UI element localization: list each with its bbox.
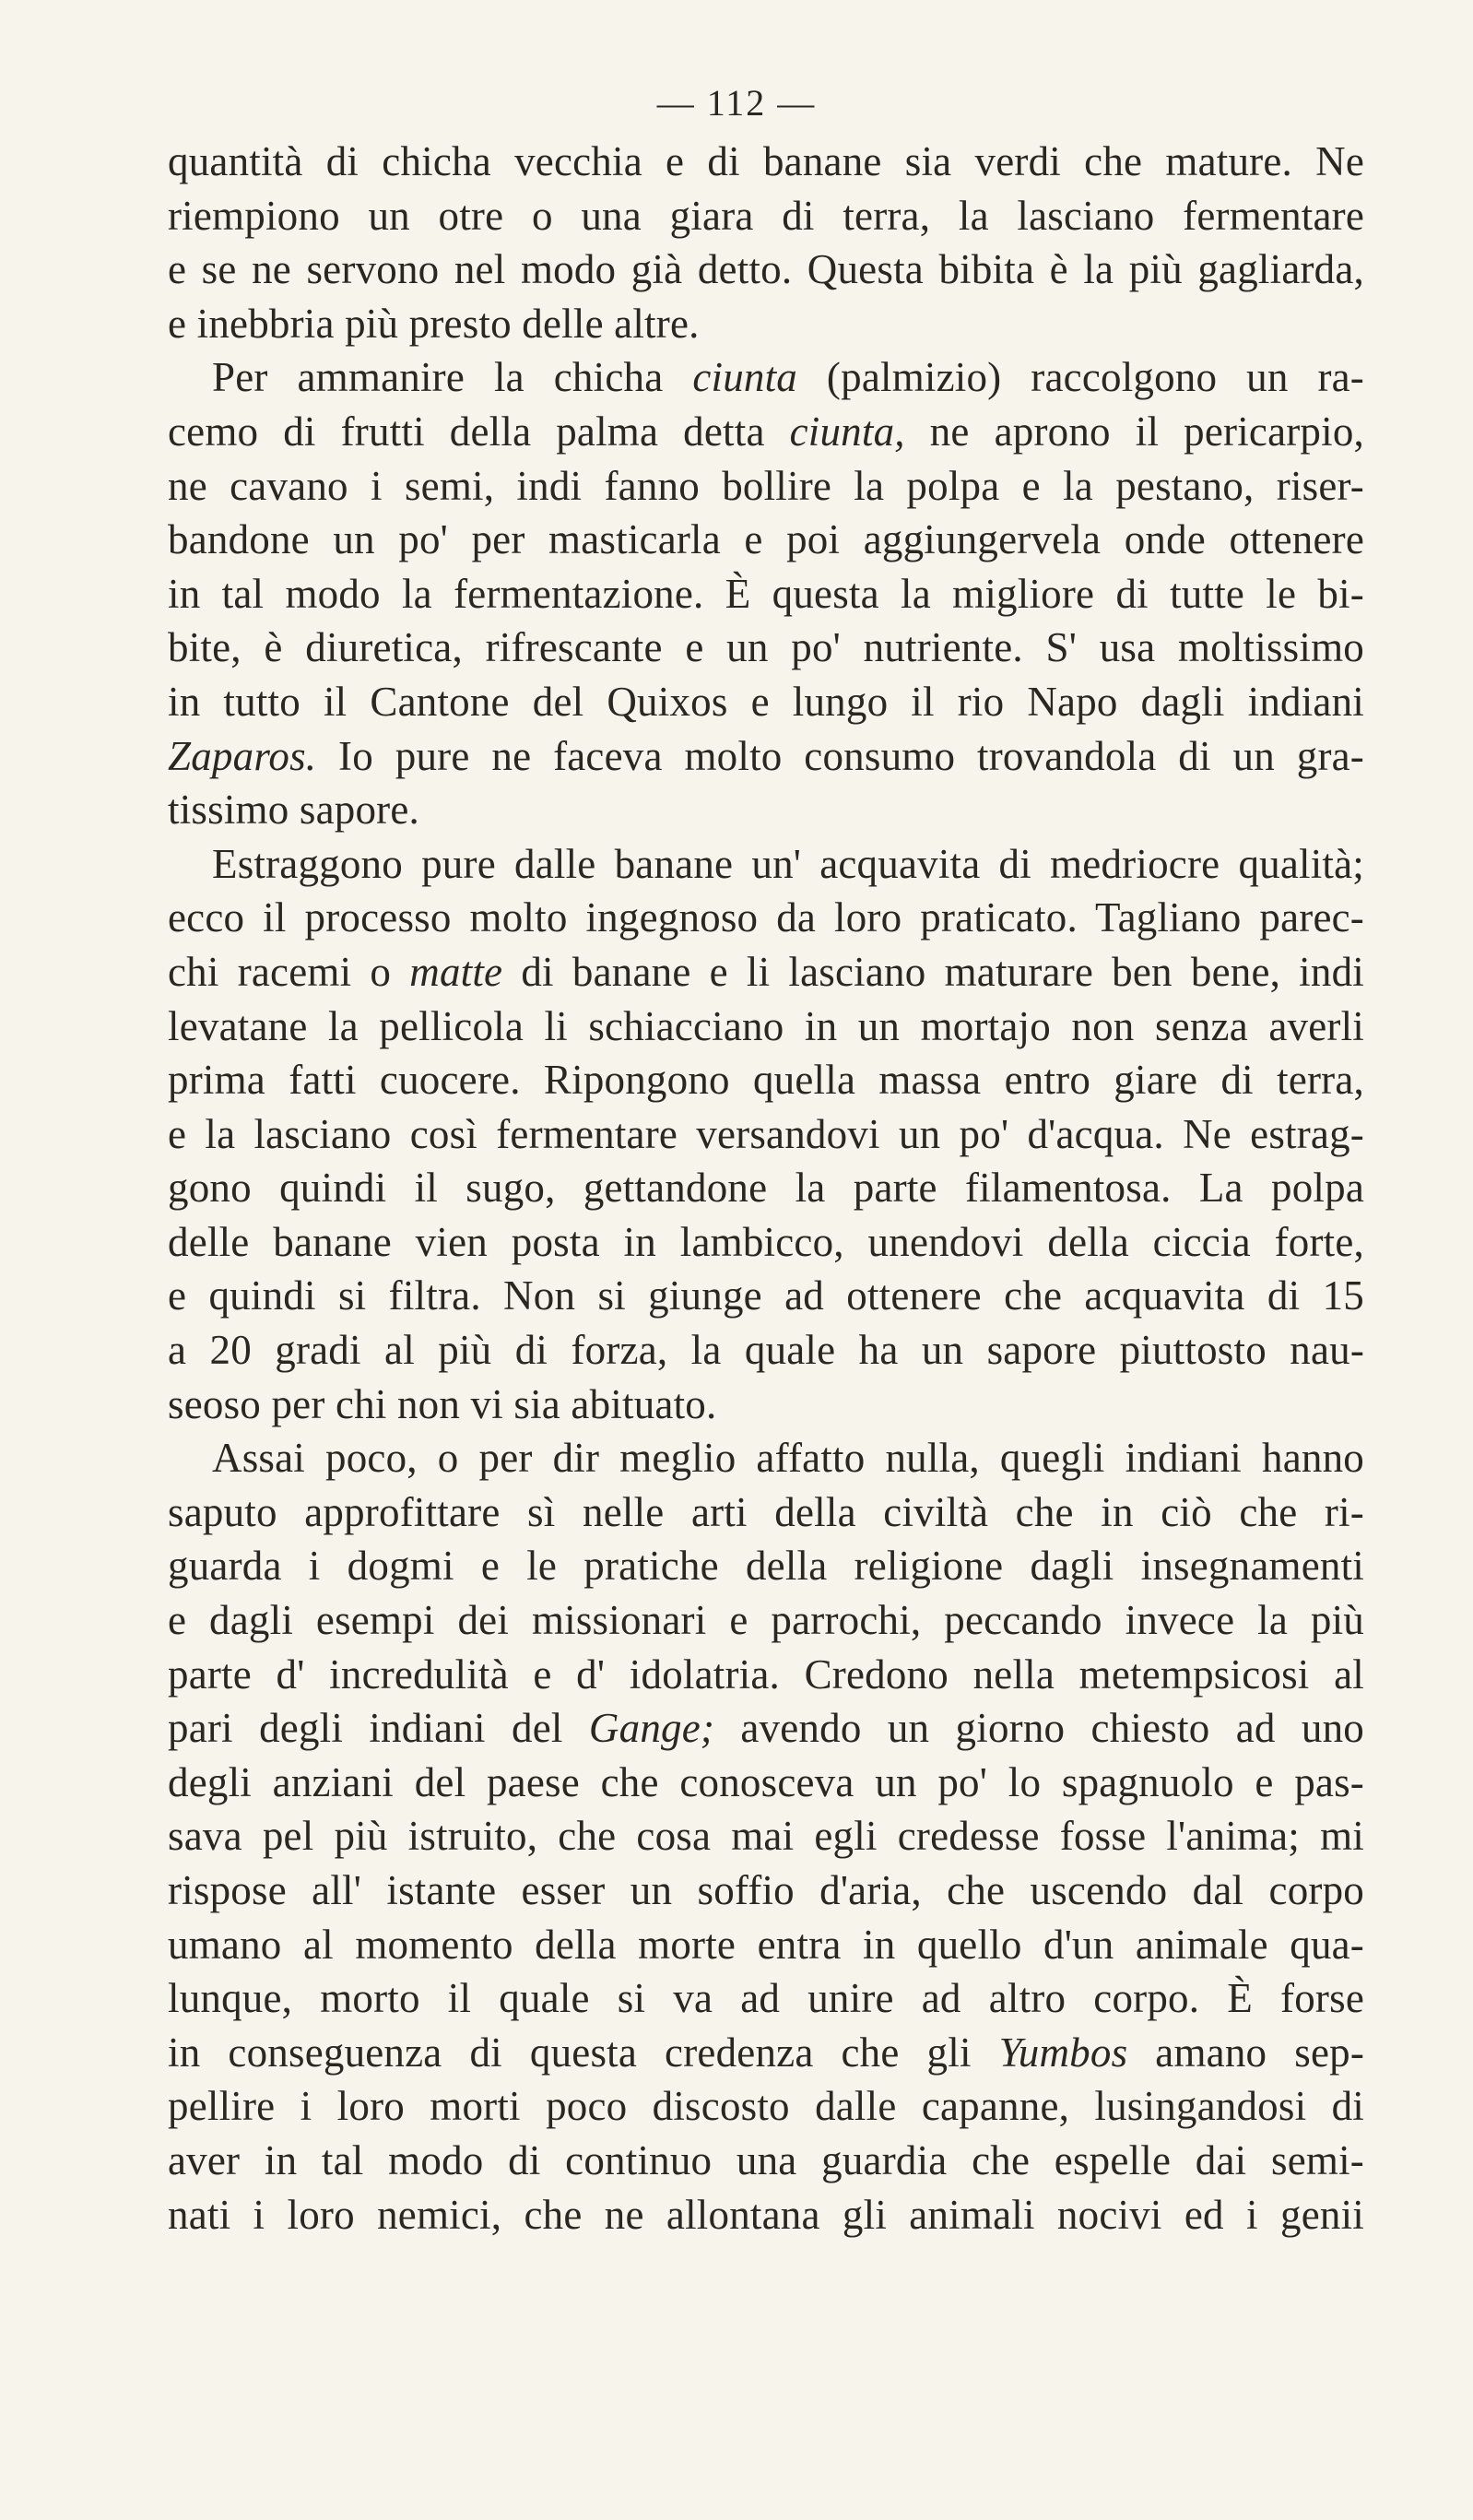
text-line xyxy=(168,837,1364,892)
text-line xyxy=(168,1378,1364,1432)
text-segment: parte d' incredulità e d' idolatria. Credono nella metempsicosi al xyxy=(168,1650,1364,1698)
text-segment: Io pure ne faceva molto consumo trovandola di un gra- xyxy=(316,732,1364,779)
italic-term: Zaparos. xyxy=(168,732,317,779)
text-segment: tissimo sapore. xyxy=(168,787,419,834)
text-segment: ecco il processo molto ingegnoso da loro praticato. Tagliano parec- xyxy=(168,894,1364,941)
text-segment: degli anziani del paese che conosceva un po' lo spagnuolo e pas- xyxy=(168,1758,1364,1805)
text-segment: Estraggono pure dalle banane un' acquavita di medriocre qualità; xyxy=(212,840,1364,887)
text-line xyxy=(168,1593,1364,1648)
text-segment: ne cavano i semi, indi fanno bollire la polpa e la pestano, riser- xyxy=(168,462,1364,509)
text-segment: e la lasciano così fermentare versandovi un po' d'acqua. Ne estrag- xyxy=(168,1110,1364,1157)
text-line xyxy=(168,189,1364,243)
text-line xyxy=(168,1756,1364,1810)
text-segment: umano al momento della morte entra in quello d'un animale qua- xyxy=(168,1921,1364,1968)
text-line xyxy=(168,891,1364,945)
text-segment: e dagli esempi dei missionari e parrochi, peccando invece la più xyxy=(168,1597,1364,1644)
text-line xyxy=(168,621,1364,675)
text-segment: e inebbria più presto delle altre. xyxy=(168,300,700,347)
text-segment: in conseguenza di questa credenza che gli xyxy=(168,2029,999,2076)
text-line xyxy=(168,1918,1364,1972)
text-line xyxy=(168,135,1364,189)
italic-term: Gange; xyxy=(588,1705,715,1752)
text-line xyxy=(168,1431,1364,1485)
text-segment: di banane e li lasciano maturare ben bene, indi xyxy=(502,948,1364,995)
italic-term: matte xyxy=(409,948,503,995)
text-segment: gono quindi il sugo, gettandone la parte filamentosa. La polpa xyxy=(168,1165,1364,1212)
text-line xyxy=(168,1809,1364,1863)
text-line xyxy=(168,1648,1364,1702)
text-segment: pari degli indiani del xyxy=(168,1705,589,1752)
text-line xyxy=(168,1053,1364,1107)
text-segment: sava pel più istruito, che cosa mai egli credesse fosse l'anima; mi xyxy=(168,1813,1364,1860)
body-text xyxy=(168,135,1364,2242)
text-segment: bandone un po' per masticarla e poi aggiungervela onde ottenere xyxy=(168,516,1364,563)
text-segment: chi racemi o xyxy=(168,948,410,995)
text-segment: e quindi si filtra. Non si giunge ad ottenere che acquavita di 15 xyxy=(168,1272,1364,1319)
text-line xyxy=(168,1539,1364,1593)
text-segment: seoso per chi non vi sia abituato. xyxy=(168,1380,717,1427)
text-line xyxy=(168,2134,1364,2188)
text-segment: prima fatti cuocere. Ripongono quella massa entro giare di terra, xyxy=(168,1057,1364,1104)
text-line xyxy=(168,945,1364,1000)
page-number: — 112 — xyxy=(656,82,817,124)
text-line xyxy=(168,729,1364,784)
text-segment: riempiono un otre o una giara di terra, la lasciano fermentare xyxy=(168,192,1364,239)
italic-term: Yumbos xyxy=(998,2029,1128,2076)
text-segment: a 20 gradi al più di forza, la quale ha un sapore piuttosto nau- xyxy=(168,1327,1364,1374)
text-line xyxy=(168,1863,1364,1918)
italic-term: ciunta xyxy=(692,354,797,401)
text-line xyxy=(168,1107,1364,1162)
text-line xyxy=(168,513,1364,567)
text-segment: delle banane vien posta in lambicco, unendovi della ciccia forte, xyxy=(168,1218,1364,1265)
text-line xyxy=(168,1701,1364,1756)
text-segment: pellire i loro morti poco discosto dalle capanne, lusingandosi di xyxy=(168,2083,1364,2130)
text-segment: saputo approfittare sì nelle arti della civiltà che in ciò che ri- xyxy=(168,1488,1364,1535)
text-line xyxy=(168,1000,1364,1054)
text-line xyxy=(168,405,1364,459)
text-segment: Assai poco, o per dir meglio affatto nulla, quegli indiani hanno xyxy=(212,1435,1364,1482)
text-segment: rispose all' istante esser un soffio d'aria, che uscendo dal corpo xyxy=(168,1867,1364,1913)
text-line xyxy=(168,350,1364,405)
text-segment: ne aprono il pericarpio, xyxy=(904,408,1364,455)
text-segment: bite, è diuretica, rifrescante e un po' nutriente. S' usa moltissimo xyxy=(168,624,1364,671)
text-segment: amano sep- xyxy=(1127,2029,1364,2076)
text-line xyxy=(168,1323,1364,1378)
text-line xyxy=(168,1971,1364,2026)
text-line xyxy=(168,1215,1364,1270)
text-line xyxy=(168,1485,1364,1540)
text-segment: aver in tal modo di continuo una guardia che espelle dai semi- xyxy=(168,2136,1364,2183)
text-segment: in tal modo la fermentazione. È questa la migliore di tutte le bi- xyxy=(168,570,1364,617)
text-segment: in tutto il Cantone del Quixos e lungo il rio Napo dagli indiani xyxy=(168,678,1364,725)
text-line xyxy=(168,675,1364,729)
text-line xyxy=(168,2026,1364,2080)
text-segment: nati i loro nemici, che ne allontana gli animali nocivi ed i genii xyxy=(168,2191,1364,2238)
text-segment: levatane la pellicola li schiacciano in un mortajo non senza averli xyxy=(168,1002,1364,1049)
text-segment: avendo un giorno chiesto ad uno xyxy=(714,1705,1364,1752)
italic-term: ciunta, xyxy=(789,408,905,455)
text-line xyxy=(168,1161,1364,1215)
text-line xyxy=(168,567,1364,621)
text-line xyxy=(168,1269,1364,1323)
text-segment: quantità di chicha vecchia e di banane sia verdi che mature. Ne xyxy=(168,138,1364,184)
text-line xyxy=(168,2188,1364,2242)
text-segment: (palmizio) raccolgono un ra- xyxy=(797,354,1364,401)
text-line xyxy=(168,2079,1364,2134)
text-segment: e se ne servono nel modo già detto. Questa bibita è la più gagliarda, xyxy=(168,246,1364,293)
text-segment: guarda i dogmi e le pratiche della religione dagli insegnamenti xyxy=(168,1543,1364,1590)
text-segment: lunque, morto il quale si va ad unire ad altro corpo. È forse xyxy=(168,1975,1364,2022)
text-line xyxy=(168,783,1364,837)
text-line xyxy=(168,243,1364,297)
text-line xyxy=(168,459,1364,514)
text-line xyxy=(168,297,1364,351)
text-segment: Per ammanire la chicha xyxy=(212,354,693,401)
text-segment: cemo di frutti della palma detta xyxy=(168,408,790,455)
